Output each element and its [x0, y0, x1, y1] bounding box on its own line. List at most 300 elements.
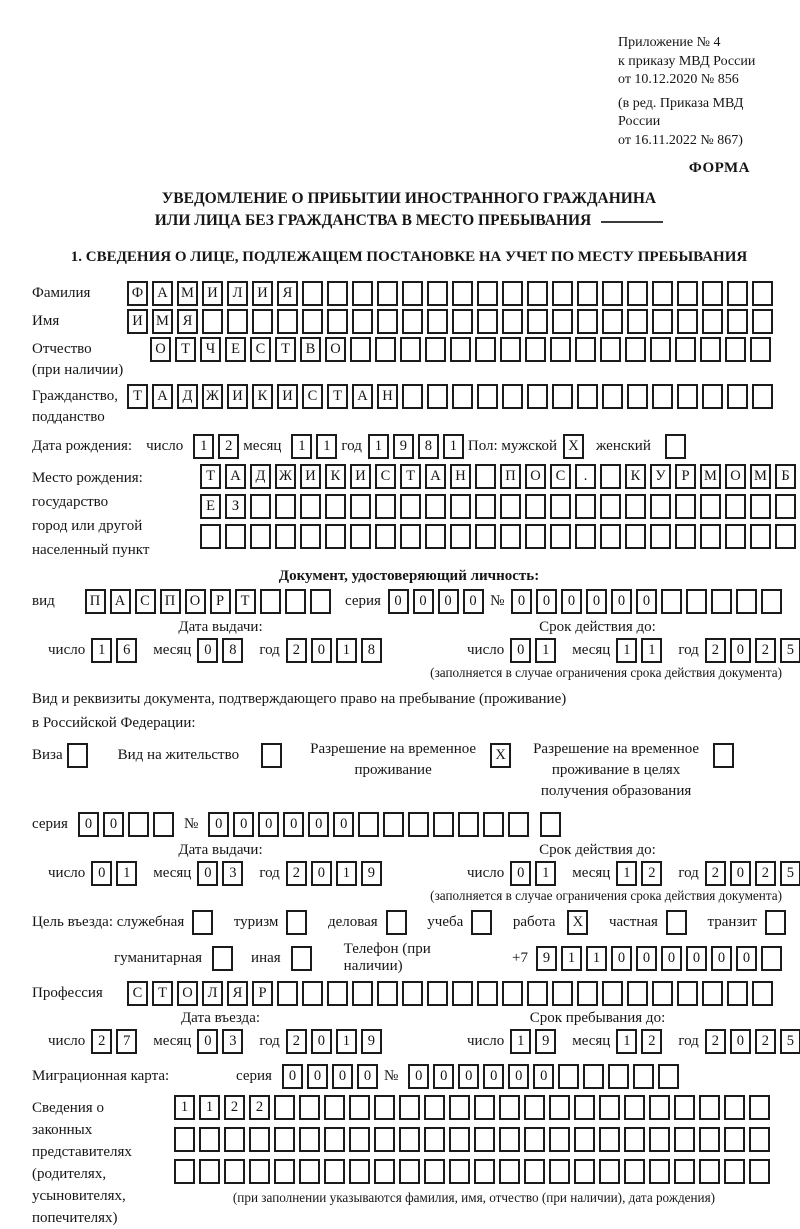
char-cell[interactable]: Е — [200, 494, 221, 519]
char-cell[interactable] — [677, 281, 698, 306]
char-cell[interactable]: И — [202, 281, 223, 306]
char-cell[interactable]: 0 — [483, 1064, 504, 1089]
char-cell[interactable]: 1 — [510, 1029, 531, 1054]
char-cell[interactable] — [502, 384, 523, 409]
char-cell[interactable] — [749, 1095, 770, 1120]
char-cell[interactable] — [425, 524, 446, 549]
char-cell[interactable] — [425, 494, 446, 519]
char-cell[interactable]: Я — [227, 981, 248, 1006]
char-cell[interactable] — [402, 309, 423, 334]
char-cell[interactable] — [649, 1095, 670, 1120]
char-cell[interactable] — [627, 981, 648, 1006]
char-cell[interactable] — [750, 337, 771, 362]
char-cell[interactable] — [274, 1095, 295, 1120]
char-cell[interactable]: А — [152, 384, 173, 409]
char-cell[interactable] — [661, 589, 682, 614]
char-cell[interactable]: 1 — [535, 861, 556, 886]
char-cell[interactable]: 1 — [368, 434, 389, 459]
char-cell[interactable]: 0 — [438, 589, 459, 614]
char-cell[interactable]: Н — [450, 464, 471, 489]
char-cell[interactable]: Н — [377, 384, 398, 409]
char-cell[interactable]: X — [563, 434, 584, 459]
char-cell[interactable]: 3 — [222, 1029, 243, 1054]
char-cell[interactable]: И — [277, 384, 298, 409]
char-cell[interactable] — [527, 309, 548, 334]
char-cell[interactable] — [350, 524, 371, 549]
char-cell[interactable] — [727, 384, 748, 409]
char-cell[interactable]: Ф — [127, 281, 148, 306]
char-cell[interactable]: 0 — [197, 638, 218, 663]
char-cell[interactable] — [600, 524, 621, 549]
char-cell[interactable]: 0 — [730, 638, 751, 663]
char-cell[interactable] — [558, 1064, 579, 1089]
char-cell[interactable] — [192, 910, 213, 935]
char-cell[interactable] — [627, 281, 648, 306]
char-cell[interactable]: П — [500, 464, 521, 489]
char-cell[interactable]: 2 — [705, 1029, 726, 1054]
char-cell[interactable]: 1 — [336, 861, 357, 886]
char-cell[interactable] — [702, 309, 723, 334]
char-cell[interactable]: 0 — [332, 1064, 353, 1089]
char-cell[interactable]: Е — [225, 337, 246, 362]
char-cell[interactable] — [527, 384, 548, 409]
char-cell[interactable]: А — [352, 384, 373, 409]
char-cell[interactable] — [602, 309, 623, 334]
char-cell[interactable] — [677, 309, 698, 334]
char-cell[interactable] — [624, 1095, 645, 1120]
char-cell[interactable] — [383, 812, 404, 837]
char-cell[interactable] — [433, 812, 454, 837]
char-cell[interactable] — [725, 494, 746, 519]
char-cell[interactable] — [128, 812, 149, 837]
char-cell[interactable]: 0 — [311, 1029, 332, 1054]
char-cell[interactable]: 0 — [208, 812, 229, 837]
char-cell[interactable] — [500, 524, 521, 549]
char-cell[interactable] — [477, 281, 498, 306]
char-cell[interactable]: П — [85, 589, 106, 614]
char-cell[interactable]: 0 — [311, 861, 332, 886]
char-cell[interactable] — [285, 589, 306, 614]
char-cell[interactable]: 2 — [249, 1095, 270, 1120]
char-cell[interactable] — [452, 384, 473, 409]
char-cell[interactable] — [249, 1127, 270, 1152]
char-cell[interactable] — [386, 910, 407, 935]
char-cell[interactable] — [500, 337, 521, 362]
char-cell[interactable] — [600, 494, 621, 519]
char-cell[interactable] — [727, 309, 748, 334]
char-cell[interactable] — [502, 309, 523, 334]
char-cell[interactable]: В — [300, 337, 321, 362]
char-cell[interactable]: 2 — [755, 1029, 776, 1054]
char-cell[interactable] — [212, 946, 233, 971]
char-cell[interactable]: 0 — [433, 1064, 454, 1089]
char-cell[interactable] — [674, 1127, 695, 1152]
char-cell[interactable] — [752, 981, 773, 1006]
char-cell[interactable] — [67, 743, 88, 768]
char-cell[interactable] — [702, 981, 723, 1006]
char-cell[interactable] — [374, 1127, 395, 1152]
char-cell[interactable]: О — [150, 337, 171, 362]
char-cell[interactable]: Ж — [202, 384, 223, 409]
char-cell[interactable] — [199, 1127, 220, 1152]
char-cell[interactable]: 2 — [224, 1095, 245, 1120]
char-cell[interactable]: 1 — [443, 434, 464, 459]
char-cell[interactable] — [327, 281, 348, 306]
char-cell[interactable]: 0 — [533, 1064, 554, 1089]
char-cell[interactable] — [324, 1127, 345, 1152]
char-cell[interactable] — [650, 494, 671, 519]
char-cell[interactable] — [674, 1095, 695, 1120]
char-cell[interactable] — [577, 309, 598, 334]
char-cell[interactable] — [300, 494, 321, 519]
char-cell[interactable] — [399, 1127, 420, 1152]
char-cell[interactable]: 0 — [686, 946, 707, 971]
char-cell[interactable] — [377, 281, 398, 306]
char-cell[interactable]: А — [225, 464, 246, 489]
char-cell[interactable]: 0 — [508, 1064, 529, 1089]
char-cell[interactable]: 1 — [616, 861, 637, 886]
char-cell[interactable] — [352, 281, 373, 306]
char-cell[interactable]: 1 — [199, 1095, 220, 1120]
char-cell[interactable] — [700, 337, 721, 362]
char-cell[interactable] — [424, 1127, 445, 1152]
char-cell[interactable]: 0 — [197, 861, 218, 886]
char-cell[interactable]: И — [227, 384, 248, 409]
char-cell[interactable] — [399, 1095, 420, 1120]
char-cell[interactable]: 0 — [282, 1064, 303, 1089]
char-cell[interactable] — [552, 309, 573, 334]
char-cell[interactable] — [527, 281, 548, 306]
char-cell[interactable] — [775, 524, 796, 549]
char-cell[interactable]: Ч — [200, 337, 221, 362]
char-cell[interactable]: 0 — [536, 589, 557, 614]
char-cell[interactable] — [525, 337, 546, 362]
char-cell[interactable]: С — [550, 464, 571, 489]
char-cell[interactable]: Т — [127, 384, 148, 409]
char-cell[interactable] — [427, 981, 448, 1006]
char-cell[interactable]: 1 — [116, 861, 137, 886]
char-cell[interactable]: Ж — [275, 464, 296, 489]
char-cell[interactable] — [752, 281, 773, 306]
char-cell[interactable]: 7 — [116, 1029, 137, 1054]
char-cell[interactable]: 0 — [333, 812, 354, 837]
char-cell[interactable] — [508, 812, 529, 837]
char-cell[interactable] — [699, 1095, 720, 1120]
char-cell[interactable] — [327, 981, 348, 1006]
char-cell[interactable] — [650, 524, 671, 549]
char-cell[interactable] — [302, 981, 323, 1006]
char-cell[interactable]: 0 — [636, 946, 657, 971]
char-cell[interactable]: 0 — [711, 946, 732, 971]
char-cell[interactable]: О — [525, 464, 546, 489]
char-cell[interactable]: А — [425, 464, 446, 489]
char-cell[interactable] — [502, 281, 523, 306]
char-cell[interactable] — [675, 524, 696, 549]
char-cell[interactable]: X — [490, 743, 511, 768]
char-cell[interactable]: О — [185, 589, 206, 614]
char-cell[interactable] — [675, 494, 696, 519]
char-cell[interactable]: 1 — [316, 434, 337, 459]
char-cell[interactable] — [527, 981, 548, 1006]
char-cell[interactable] — [377, 309, 398, 334]
char-cell[interactable]: 8 — [418, 434, 439, 459]
char-cell[interactable] — [713, 743, 734, 768]
char-cell[interactable] — [625, 337, 646, 362]
char-cell[interactable]: Л — [202, 981, 223, 1006]
char-cell[interactable]: К — [325, 464, 346, 489]
char-cell[interactable]: С — [375, 464, 396, 489]
char-cell[interactable] — [349, 1127, 370, 1152]
char-cell[interactable] — [400, 494, 421, 519]
char-cell[interactable]: 0 — [661, 946, 682, 971]
char-cell[interactable] — [700, 524, 721, 549]
char-cell[interactable]: К — [625, 464, 646, 489]
char-cell[interactable]: 0 — [308, 812, 329, 837]
char-cell[interactable] — [458, 812, 479, 837]
char-cell[interactable]: И — [350, 464, 371, 489]
char-cell[interactable]: 0 — [586, 589, 607, 614]
char-cell[interactable] — [402, 981, 423, 1006]
char-cell[interactable] — [286, 910, 307, 935]
char-cell[interactable] — [483, 812, 504, 837]
char-cell[interactable]: 0 — [103, 812, 124, 837]
char-cell[interactable] — [575, 494, 596, 519]
char-cell[interactable]: У — [650, 464, 671, 489]
char-cell[interactable] — [261, 743, 282, 768]
char-cell[interactable] — [499, 1095, 520, 1120]
char-cell[interactable]: 9 — [393, 434, 414, 459]
char-cell[interactable] — [375, 337, 396, 362]
char-cell[interactable]: 5 — [780, 1029, 800, 1054]
char-cell[interactable]: Р — [675, 464, 696, 489]
char-cell[interactable]: И — [300, 464, 321, 489]
char-cell[interactable] — [575, 524, 596, 549]
char-cell[interactable]: 5 — [780, 861, 800, 886]
char-cell[interactable]: Т — [275, 337, 296, 362]
char-cell[interactable]: А — [152, 281, 173, 306]
char-cell[interactable]: . — [575, 464, 596, 489]
char-cell[interactable]: Я — [177, 309, 198, 334]
char-cell[interactable]: 1 — [291, 434, 312, 459]
char-cell[interactable]: 0 — [283, 812, 304, 837]
char-cell[interactable] — [624, 1127, 645, 1152]
char-cell[interactable]: 0 — [730, 1029, 751, 1054]
char-cell[interactable]: 0 — [388, 589, 409, 614]
char-cell[interactable] — [449, 1127, 470, 1152]
char-cell[interactable] — [275, 494, 296, 519]
char-cell[interactable]: 0 — [258, 812, 279, 837]
char-cell[interactable]: 5 — [780, 638, 800, 663]
char-cell[interactable] — [452, 281, 473, 306]
char-cell[interactable]: 6 — [116, 638, 137, 663]
char-cell[interactable] — [524, 1127, 545, 1152]
char-cell[interactable]: П — [160, 589, 181, 614]
char-cell[interactable] — [675, 337, 696, 362]
char-cell[interactable]: 2 — [641, 1029, 662, 1054]
char-cell[interactable]: 1 — [641, 638, 662, 663]
char-cell[interactable] — [450, 337, 471, 362]
char-cell[interactable] — [549, 1095, 570, 1120]
char-cell[interactable] — [524, 1095, 545, 1120]
char-cell[interactable] — [550, 524, 571, 549]
char-cell[interactable] — [325, 494, 346, 519]
char-cell[interactable] — [725, 524, 746, 549]
char-cell[interactable]: 0 — [311, 638, 332, 663]
char-cell[interactable] — [599, 1095, 620, 1120]
char-cell[interactable] — [352, 309, 373, 334]
char-cell[interactable] — [711, 589, 732, 614]
char-cell[interactable]: Т — [152, 981, 173, 1006]
char-cell[interactable] — [202, 309, 223, 334]
char-cell[interactable] — [400, 337, 421, 362]
char-cell[interactable]: 0 — [611, 946, 632, 971]
char-cell[interactable]: 1 — [336, 638, 357, 663]
char-cell[interactable] — [666, 910, 687, 935]
char-cell[interactable] — [700, 494, 721, 519]
char-cell[interactable]: 9 — [536, 946, 557, 971]
char-cell[interactable]: М — [152, 309, 173, 334]
char-cell[interactable] — [402, 384, 423, 409]
char-cell[interactable]: И — [252, 281, 273, 306]
char-cell[interactable]: Д — [250, 464, 271, 489]
char-cell[interactable]: И — [127, 309, 148, 334]
char-cell[interactable] — [427, 309, 448, 334]
char-cell[interactable] — [225, 524, 246, 549]
char-cell[interactable]: 2 — [705, 861, 726, 886]
char-cell[interactable]: 0 — [510, 861, 531, 886]
char-cell[interactable] — [658, 1064, 679, 1089]
char-cell[interactable] — [475, 464, 496, 489]
char-cell[interactable] — [402, 281, 423, 306]
char-cell[interactable]: 0 — [233, 812, 254, 837]
char-cell[interactable] — [761, 946, 782, 971]
char-cell[interactable]: 1 — [336, 1029, 357, 1054]
char-cell[interactable] — [302, 281, 323, 306]
char-cell[interactable] — [775, 494, 796, 519]
char-cell[interactable]: 0 — [197, 1029, 218, 1054]
char-cell[interactable]: 1 — [193, 434, 214, 459]
char-cell[interactable] — [665, 434, 686, 459]
char-cell[interactable] — [577, 281, 598, 306]
char-cell[interactable] — [277, 981, 298, 1006]
char-cell[interactable] — [550, 337, 571, 362]
char-cell[interactable]: 0 — [408, 1064, 429, 1089]
char-cell[interactable] — [327, 309, 348, 334]
char-cell[interactable]: 0 — [307, 1064, 328, 1089]
char-cell[interactable] — [475, 494, 496, 519]
char-cell[interactable] — [725, 337, 746, 362]
char-cell[interactable] — [474, 1095, 495, 1120]
char-cell[interactable] — [250, 524, 271, 549]
char-cell[interactable]: Т — [235, 589, 256, 614]
char-cell[interactable]: Т — [175, 337, 196, 362]
char-cell[interactable]: 0 — [413, 589, 434, 614]
char-cell[interactable] — [752, 384, 773, 409]
char-cell[interactable] — [652, 281, 673, 306]
char-cell[interactable] — [153, 812, 174, 837]
char-cell[interactable] — [500, 494, 521, 519]
char-cell[interactable]: 9 — [535, 1029, 556, 1054]
char-cell[interactable] — [677, 384, 698, 409]
char-cell[interactable] — [352, 981, 373, 1006]
char-cell[interactable] — [550, 494, 571, 519]
char-cell[interactable] — [650, 337, 671, 362]
char-cell[interactable] — [475, 524, 496, 549]
char-cell[interactable] — [477, 384, 498, 409]
char-cell[interactable]: 2 — [286, 638, 307, 663]
char-cell[interactable] — [599, 1127, 620, 1152]
char-cell[interactable] — [475, 337, 496, 362]
char-cell[interactable] — [600, 464, 621, 489]
char-cell[interactable]: С — [302, 384, 323, 409]
char-cell[interactable] — [224, 1127, 245, 1152]
char-cell[interactable]: 2 — [641, 861, 662, 886]
char-cell[interactable] — [377, 981, 398, 1006]
char-cell[interactable]: 1 — [174, 1095, 195, 1120]
char-cell[interactable] — [499, 1127, 520, 1152]
char-cell[interactable]: 0 — [561, 589, 582, 614]
char-cell[interactable] — [450, 524, 471, 549]
char-cell[interactable]: О — [177, 981, 198, 1006]
char-cell[interactable] — [174, 1127, 195, 1152]
char-cell[interactable] — [625, 524, 646, 549]
char-cell[interactable] — [549, 1127, 570, 1152]
char-cell[interactable]: А — [110, 589, 131, 614]
char-cell[interactable] — [727, 281, 748, 306]
char-cell[interactable] — [702, 384, 723, 409]
char-cell[interactable] — [686, 589, 707, 614]
char-cell[interactable] — [471, 910, 492, 935]
char-cell[interactable] — [750, 494, 771, 519]
char-cell[interactable] — [761, 589, 782, 614]
char-cell[interactable] — [552, 981, 573, 1006]
char-cell[interactable]: 2 — [218, 434, 239, 459]
char-cell[interactable]: С — [250, 337, 271, 362]
char-cell[interactable] — [275, 524, 296, 549]
char-cell[interactable] — [477, 981, 498, 1006]
char-cell[interactable]: Т — [400, 464, 421, 489]
char-cell[interactable] — [477, 309, 498, 334]
char-cell[interactable]: 0 — [510, 638, 531, 663]
char-cell[interactable]: 2 — [286, 1029, 307, 1054]
char-cell[interactable]: К — [252, 384, 273, 409]
char-cell[interactable] — [250, 494, 271, 519]
char-cell[interactable] — [627, 384, 648, 409]
char-cell[interactable] — [358, 812, 379, 837]
char-cell[interactable] — [540, 812, 561, 837]
char-cell[interactable]: 1 — [616, 1029, 637, 1054]
char-cell[interactable] — [427, 384, 448, 409]
char-cell[interactable] — [652, 981, 673, 1006]
char-cell[interactable] — [552, 384, 573, 409]
char-cell[interactable] — [525, 494, 546, 519]
char-cell[interactable] — [374, 1095, 395, 1120]
char-cell[interactable] — [652, 309, 673, 334]
char-cell[interactable] — [291, 946, 312, 971]
char-cell[interactable] — [608, 1064, 629, 1089]
char-cell[interactable]: 2 — [286, 861, 307, 886]
char-cell[interactable]: 0 — [636, 589, 657, 614]
char-cell[interactable] — [752, 309, 773, 334]
char-cell[interactable]: 2 — [755, 861, 776, 886]
char-cell[interactable] — [574, 1127, 595, 1152]
char-cell[interactable] — [633, 1064, 654, 1089]
char-cell[interactable] — [400, 524, 421, 549]
char-cell[interactable]: 0 — [730, 861, 751, 886]
char-cell[interactable] — [408, 812, 429, 837]
char-cell[interactable] — [350, 494, 371, 519]
char-cell[interactable]: 2 — [705, 638, 726, 663]
